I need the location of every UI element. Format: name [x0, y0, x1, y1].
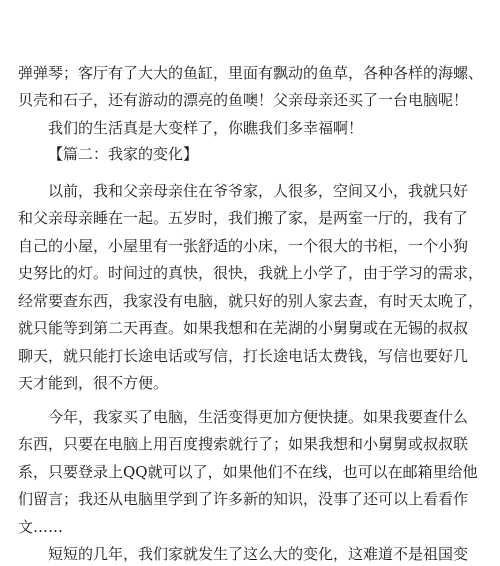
paragraph-3-line-7: 聊天，就只能打长途电话或写信，打长途电话太费钱，写信也要好几 [18, 347, 469, 365]
paragraph-3-line-3: 自己的小屋，小屋里有一张舒适的小床，一个很大的书柜，一个小狗 [18, 237, 469, 255]
section-heading: 【篇二：我家的变化】 [48, 145, 199, 163]
paragraph-3-line-8: 天才能到，很不方便。 [18, 374, 169, 392]
paragraph-1-line-1: 弹弹琴；客厅有了大大的鱼缸，里面有飘动的鱼草，各种各样的海螺、 [18, 64, 484, 82]
paragraph-3-line-2: 和父亲母亲睡在一起。五岁时，我们搬了家，是两室一厅的，我有了 [18, 209, 469, 227]
paragraph-4-line-1: 今年，我家买了电脑，生活变得更加方便快捷。如果我要查什么 [48, 408, 469, 426]
paragraph-4-line-4: 们留言；我还从电脑里学到了许多新的知识，没事了还可以上看看作 [18, 490, 469, 508]
paragraph-3-line-5: 经常要查东西，我家没有电脑，就只好的别人家去查，有时天太晚了， [18, 292, 484, 310]
paragraph-5-line-1: 短短的几年，我们家就发生了这么大的变化，这难道不是祖国变 [48, 545, 469, 563]
paragraph-3-line-6: 就只能等到第二天再查。如果我想和在芜湖的小舅舅或在无锡的叔叔 [18, 319, 469, 337]
paragraph-4-line-2: 东西，只要在电脑上用百度搜索就行了；如果我想和小舅舅或叔叔联 [18, 435, 469, 453]
paragraph-4-line-3: 系，只要登录上QQ就可以了，如果他们不在线，也可以在邮箱里给他 [18, 463, 478, 481]
paragraph-2-line-1: 我们的生活真是大变样了，你瞧我们多幸福啊！ [48, 119, 364, 137]
paragraph-3-line-1: 以前，我和父亲母亲住在爷爷家，人很多，空间又小，我就只好 [48, 182, 469, 200]
paragraph-3-line-4: 史努比的灯。时间过的真快，很快，我就上小学了，由于学习的需求， [18, 264, 484, 282]
paragraph-1-line-2: 贝壳和石子，还有游动的漂亮的鱼噢！父亲母亲还买了一台电脑呢！ [18, 91, 469, 109]
paragraph-4-line-5: 文…… [18, 518, 64, 536]
